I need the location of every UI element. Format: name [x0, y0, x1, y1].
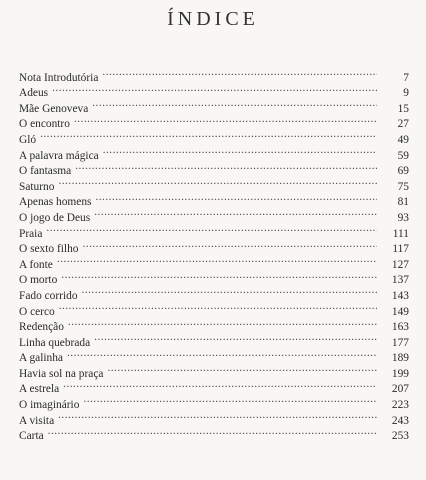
toc-entry — [19, 252, 409, 271]
entry-page: 117 — [392, 243, 409, 256]
entry-page: 27 — [397, 118, 409, 131]
toc-entry — [19, 408, 409, 427]
toc-entry — [19, 174, 409, 193]
dot-leader — [46, 221, 377, 237]
entry-page: 177 — [391, 336, 409, 349]
dot-leader — [83, 392, 377, 408]
dot-leader — [67, 346, 377, 362]
entry-title: Praia — [19, 227, 43, 240]
toc-entry — [19, 299, 409, 318]
dot-leader — [92, 96, 377, 112]
toc-entry — [19, 330, 409, 349]
entry-page: 149 — [391, 305, 409, 318]
entry-page: 143 — [391, 289, 409, 302]
toc-entry — [19, 268, 409, 287]
entry-page: 199 — [391, 367, 409, 380]
entry-page: 253 — [391, 430, 409, 443]
entry-title: A estrela — [19, 383, 60, 396]
dot-leader — [52, 81, 377, 97]
entry-title: O encontro — [19, 118, 70, 131]
entry-page: 223 — [391, 399, 409, 412]
dot-leader — [94, 205, 377, 221]
dot-leader — [57, 252, 377, 268]
dot-leader — [58, 408, 377, 424]
entry-title: Nota Introdutória — [19, 71, 99, 84]
toc-entry — [19, 283, 409, 302]
toc-entry — [19, 190, 409, 209]
entry-title: O morto — [19, 274, 58, 287]
entry-title: O fantasma — [19, 165, 72, 178]
toc-entry — [19, 65, 409, 84]
toc-entry — [19, 392, 409, 412]
toc-entry — [19, 424, 409, 443]
toc-entry — [19, 221, 409, 240]
toc-entry — [19, 96, 409, 115]
toc-entry — [19, 112, 409, 131]
entry-page: 137 — [391, 274, 409, 287]
toc-entry — [19, 159, 409, 178]
toc-entry — [19, 81, 409, 100]
entry-title: Apenas homens — [19, 196, 92, 209]
entry-page: 81 — [397, 196, 409, 209]
entry-page: 75 — [397, 180, 409, 193]
entry-page: 243 — [391, 414, 409, 427]
entry-page: 15 — [397, 102, 409, 115]
entry-title: Fado corrido — [19, 289, 78, 302]
entry-title: Redenção — [19, 321, 64, 334]
toc-entry — [19, 127, 409, 146]
dot-leader — [107, 361, 377, 377]
dot-leader — [63, 377, 377, 393]
entry-title: Adeus — [19, 87, 49, 100]
toc-entry — [19, 346, 409, 365]
entry-page: 163 — [391, 321, 409, 334]
dot-leader — [74, 112, 377, 128]
entry-page: 49 — [397, 133, 409, 146]
toc-entry — [19, 237, 409, 256]
entry-title: Linha quebrada — [19, 336, 91, 349]
entry-page: 7 — [403, 71, 409, 84]
entry-title: O imaginário — [19, 399, 80, 412]
dot-leader — [48, 424, 377, 440]
entry-page: 207 — [391, 383, 409, 396]
toc-entry — [19, 361, 409, 380]
entry-page: 69 — [397, 165, 409, 178]
entry-title: A galinha — [19, 352, 63, 365]
entry-title: A fonte — [19, 258, 53, 271]
dot-leader — [59, 299, 377, 315]
entry-page: 59 — [397, 149, 409, 162]
entry-page: 111 — [392, 227, 409, 240]
dot-leader — [82, 237, 377, 253]
entry-page: 189 — [391, 352, 409, 365]
dot-leader — [61, 268, 377, 284]
entry-page: 127 — [391, 258, 409, 271]
toc-entry — [19, 315, 409, 334]
dot-leader — [94, 330, 377, 346]
entry-title: A visita — [19, 414, 55, 427]
dot-leader — [102, 65, 377, 81]
table-of-contents — [19, 65, 409, 443]
entry-title: Havia sol na praça — [19, 367, 104, 380]
entry-title: Saturno — [19, 180, 55, 193]
dot-leader — [75, 159, 377, 175]
dot-leader — [68, 315, 377, 331]
entry-title: Gló — [19, 133, 37, 146]
entry-title: Carta — [19, 430, 44, 443]
entry-title: O cerco — [19, 305, 55, 318]
dot-leader — [58, 174, 377, 190]
entry-title: A palavra mágica — [19, 149, 99, 162]
dot-leader — [82, 283, 377, 299]
entry-title: Mãe Genoveva — [19, 102, 89, 115]
dot-leader — [95, 190, 377, 206]
dot-leader — [40, 127, 377, 143]
toc-entry — [19, 377, 409, 396]
entry-title: O jogo de Deus — [19, 211, 91, 224]
entry-title: O sexto filho — [19, 243, 79, 256]
entry-page: 9 — [403, 87, 409, 100]
dot-leader — [103, 143, 377, 159]
entry-page: 93 — [397, 211, 409, 224]
page-title: ÍNDICE — [167, 8, 259, 30]
toc-entry — [19, 143, 409, 162]
